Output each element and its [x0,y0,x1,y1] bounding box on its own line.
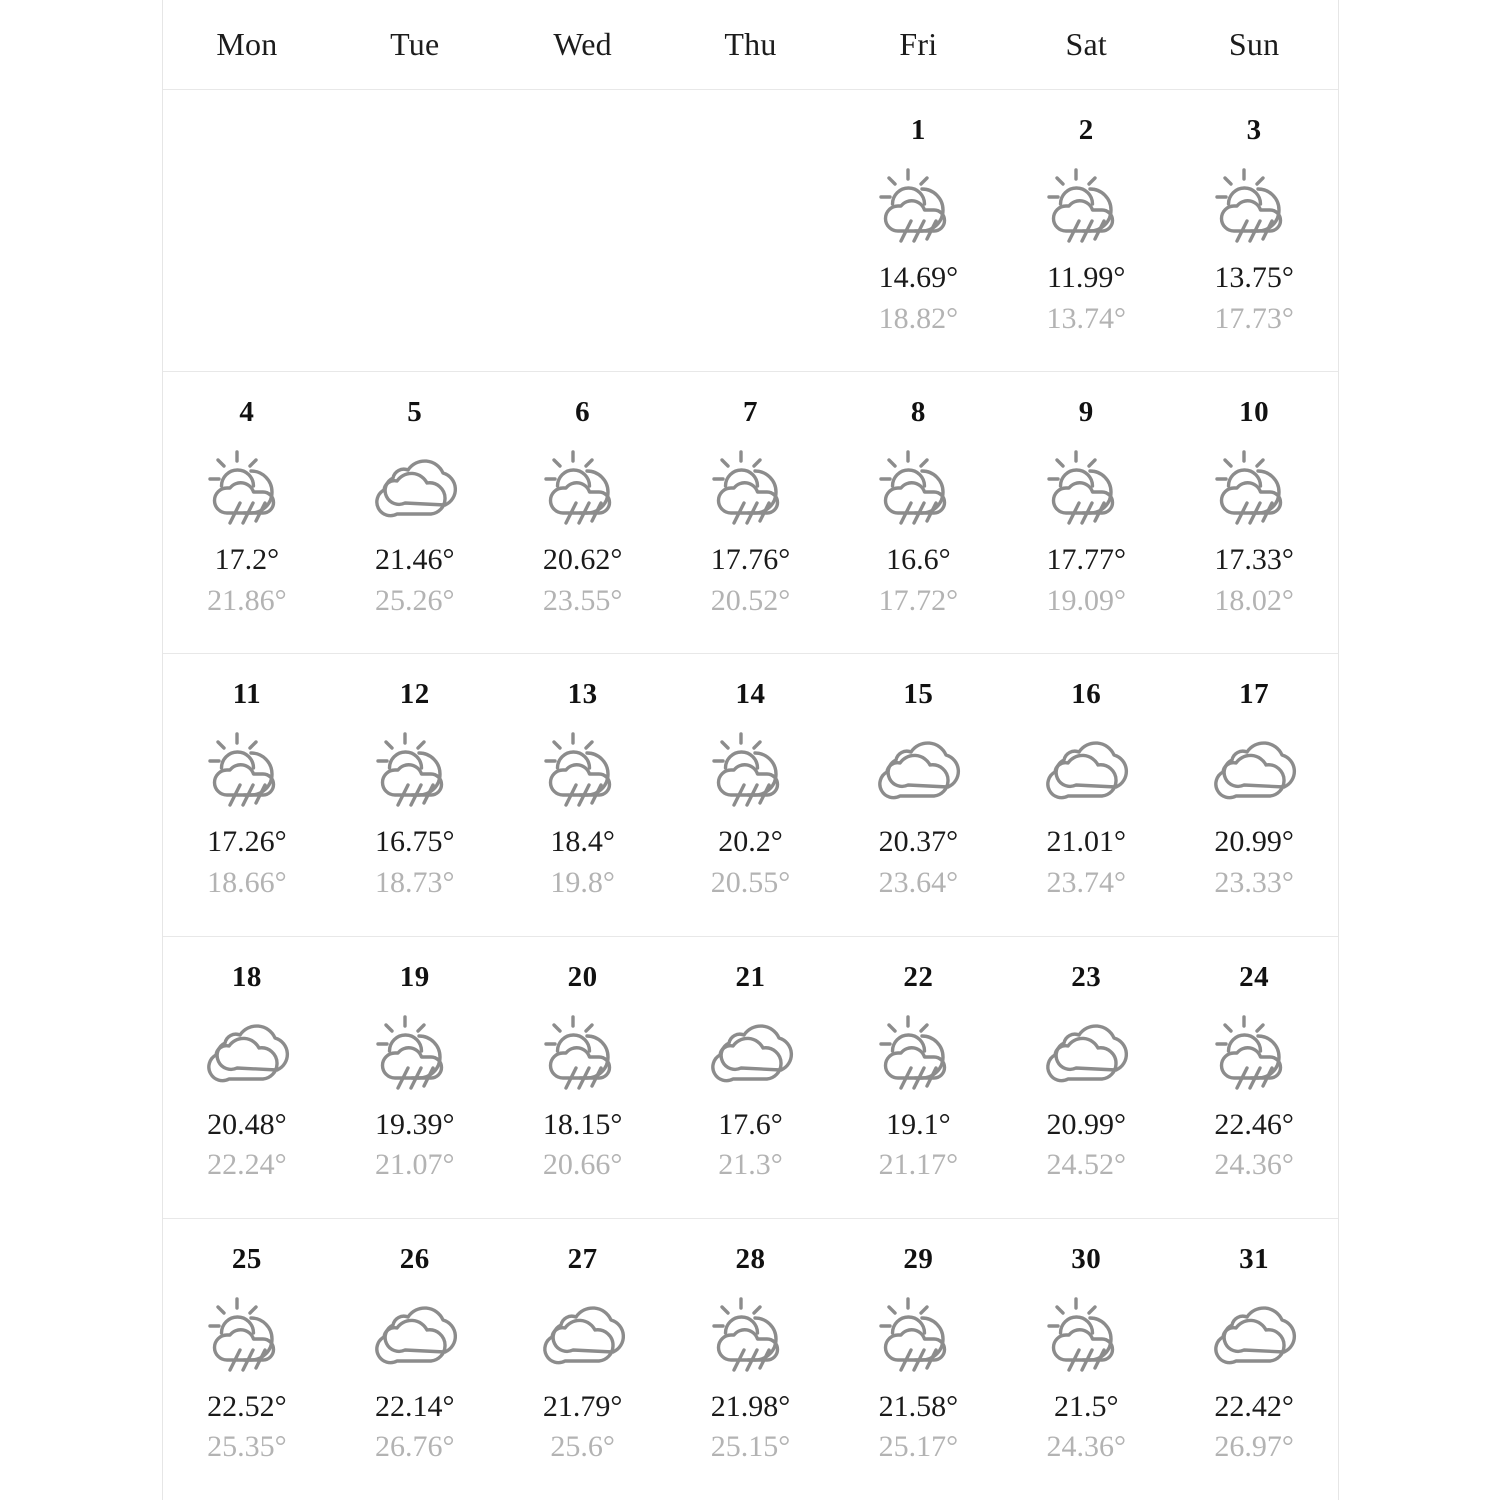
cloudy-icon [531,1292,635,1376]
sun-cloud-rain-icon [531,1010,635,1094]
low-temperature: 17.72° [878,583,959,617]
day-number: 9 [1078,396,1094,429]
calendar-week-row [163,1219,1338,1500]
calendar-week-row [163,372,1338,654]
low-temperature: 20.55° [710,865,791,899]
sun-cloud-rain-icon [195,1292,299,1376]
day-number: 11 [232,678,262,711]
calendar-day-cell[interactable] [331,372,499,653]
day-number: 10 [1239,396,1270,429]
high-temperature: 20.99° [1046,1107,1126,1141]
low-temperature: 21.3° [718,1148,783,1182]
day-number: 26 [399,1242,430,1275]
day-number: 3 [1246,114,1262,146]
cloudy-icon [1034,1010,1138,1094]
low-temperature: 24.36° [1046,1430,1126,1464]
cloudy-icon [1202,1292,1306,1376]
day-number: 6 [575,396,591,429]
sun-cloud-rain-icon [1034,163,1138,247]
day-number: 8 [910,396,926,429]
calendar-day-cell[interactable] [834,90,1002,371]
calendar-day-cell[interactable] [331,1219,499,1500]
calendar-day-cell[interactable] [499,372,667,653]
calendar-day-cell[interactable] [331,654,499,935]
weather-calendar [162,0,1339,1500]
low-temperature: 23.33° [1214,865,1294,899]
cloudy-icon [866,727,970,811]
low-temperature: 21.07° [375,1148,455,1182]
low-temperature: 26.76° [375,1430,455,1464]
day-number: 18 [231,960,262,993]
high-temperature: 17.6° [718,1107,783,1141]
day-number: 30 [1071,1242,1102,1275]
day-number: 7 [743,396,758,429]
low-temperature: 25.26° [375,583,455,617]
calendar-day-cell[interactable] [331,937,499,1218]
sun-cloud-rain-icon [531,727,635,811]
weekday-header-row [163,0,1338,90]
day-number: 28 [735,1242,766,1275]
day-number: 21 [735,960,766,993]
low-temperature: 24.52° [1046,1148,1126,1182]
high-temperature: 16.6° [886,543,951,577]
sun-cloud-rain-icon [363,727,467,811]
calendar-day-cell[interactable] [1170,1219,1338,1500]
cloudy-icon [699,1010,803,1094]
calendar-day-cell[interactable] [163,937,331,1218]
low-temperature: 23.74° [1046,865,1126,899]
calendar-week-row [163,937,1338,1219]
low-temperature: 23.55° [542,583,623,617]
sun-cloud-rain-icon [1202,445,1306,529]
low-temperature: 24.36° [1214,1148,1294,1182]
day-number: 16 [1071,678,1102,711]
calendar-day-cell[interactable] [1002,90,1170,371]
high-temperature: 20.37° [878,825,959,859]
day-number: 22 [903,960,934,993]
high-temperature: 20.62° [542,543,623,577]
high-temperature: 21.01° [1046,825,1126,859]
high-temperature: 19.1° [886,1107,951,1141]
weekday-header-thu: Thu [724,26,777,62]
weekday-header-wed: Wed [553,26,612,62]
calendar-day-cell[interactable] [834,654,1002,935]
day-number: 4 [239,396,255,429]
calendar-day-cell[interactable] [1002,654,1170,935]
low-temperature: 20.52° [710,583,791,617]
low-temperature: 13.74° [1046,301,1126,335]
high-temperature: 14.69° [878,261,959,294]
calendar-day-cell[interactable] [1002,1219,1170,1500]
day-number: 19 [399,960,430,993]
calendar-day-cell[interactable] [163,372,331,653]
high-temperature: 17.33° [1214,543,1294,577]
calendar-day-cell[interactable] [834,937,1002,1218]
high-temperature: 21.58° [878,1389,959,1423]
day-number: 15 [903,678,934,711]
sun-cloud-rain-icon [866,163,970,247]
low-temperature: 25.15° [710,1430,791,1464]
high-temperature: 21.46° [375,543,455,577]
high-temperature: 17.2° [214,543,280,577]
cloudy-icon [195,1010,299,1094]
day-number: 31 [1239,1242,1270,1275]
calendar-day-cell[interactable] [1170,90,1338,371]
calendar-day-cell[interactable] [499,654,667,935]
high-temperature: 20.48° [207,1107,287,1141]
high-temperature: 18.4° [550,825,615,859]
high-temperature: 19.39° [375,1107,455,1141]
low-temperature: 18.02° [1214,583,1294,617]
sun-cloud-rain-icon [699,727,803,811]
high-temperature: 21.98° [710,1389,791,1423]
day-number: 29 [903,1242,934,1275]
high-temperature: 21.79° [542,1389,623,1423]
high-temperature: 17.26° [207,825,287,859]
day-number: 12 [399,678,430,711]
calendar-weeks [163,90,1338,1500]
day-number: 5 [407,396,423,429]
low-temperature: 19.8° [550,865,615,899]
sun-cloud-rain-icon [1202,163,1306,247]
sun-cloud-rain-icon [363,1010,467,1094]
weekday-header-sun: Sun [1228,26,1280,62]
sun-cloud-rain-icon [699,1292,803,1376]
calendar-day-cell[interactable] [163,654,331,935]
low-temperature: 17.73° [1214,301,1294,335]
day-number: 13 [567,678,598,711]
calendar-day-cell[interactable] [499,937,667,1218]
calendar-week-row [163,654,1338,936]
calendar-day-cell[interactable] [834,1219,1002,1500]
sun-cloud-rain-icon [1202,1010,1306,1094]
day-number: 23 [1071,960,1102,993]
calendar-day-cell[interactable] [667,937,835,1218]
cloudy-icon [1034,727,1138,811]
high-temperature: 22.42° [1214,1389,1294,1423]
low-temperature: 25.6° [550,1430,615,1464]
calendar-day-cell[interactable] [1170,937,1338,1218]
high-temperature: 20.2° [718,825,783,859]
low-temperature: 20.66° [542,1148,623,1182]
day-number: 25 [231,1242,262,1275]
calendar-day-cell[interactable] [1002,372,1170,653]
day-number: 24 [1239,960,1270,993]
high-temperature: 22.14° [375,1389,455,1423]
day-number: 1 [910,114,926,146]
day-number: 20 [567,960,598,993]
weekday-header-sat: Sat [1065,26,1107,62]
high-temperature: 21.5° [1053,1389,1119,1423]
weekday-header-tue: Tue [390,26,440,62]
day-number: 14 [735,678,766,711]
low-temperature: 18.82° [878,301,959,335]
low-temperature: 18.73° [375,865,455,899]
high-temperature: 22.52° [207,1389,287,1423]
sun-cloud-rain-icon [866,1292,970,1376]
weekday-header-mon: Mon [216,26,278,62]
low-temperature: 18.66° [207,865,287,899]
calendar-day-cell[interactable] [1002,937,1170,1218]
cloudy-icon [1202,727,1306,811]
sun-cloud-rain-icon [531,445,635,529]
low-temperature: 25.17° [878,1430,959,1464]
calendar-day-cell[interactable] [834,372,1002,653]
day-number: 2 [1078,114,1094,146]
low-temperature: 23.64° [878,865,959,899]
low-temperature: 25.35° [207,1430,287,1464]
sun-cloud-rain-icon [195,445,299,529]
high-temperature: 18.15° [542,1107,623,1141]
cloudy-icon [363,1292,467,1376]
cloudy-icon [363,445,467,529]
high-temperature: 11.99° [1047,261,1126,294]
low-temperature: 22.24° [207,1148,287,1182]
weekday-header-fri: Fri [899,26,938,62]
high-temperature: 22.46° [1214,1107,1294,1141]
calendar-day-cell[interactable] [667,654,835,935]
high-temperature: 13.75° [1214,261,1294,294]
calendar-week-row [163,90,1338,372]
low-temperature: 26.97° [1214,1430,1294,1464]
sun-cloud-rain-icon [866,1010,970,1094]
low-temperature: 21.86° [207,583,287,617]
calendar-day-cell[interactable] [1170,654,1338,935]
calendar-day-cell[interactable] [499,1219,667,1500]
low-temperature: 19.09° [1046,583,1126,617]
sun-cloud-rain-icon [699,445,803,529]
high-temperature: 16.75° [375,825,455,859]
calendar-day-cell[interactable] [667,372,835,653]
sun-cloud-rain-icon [195,727,299,811]
sun-cloud-rain-icon [1034,445,1138,529]
sun-cloud-rain-icon [866,445,970,529]
high-temperature: 20.99° [1214,825,1294,859]
day-number: 17 [1239,678,1270,711]
low-temperature: 21.17° [878,1148,959,1182]
calendar-day-cell[interactable] [1170,372,1338,653]
high-temperature: 17.77° [1046,543,1126,577]
day-number: 27 [567,1242,598,1275]
calendar-day-cell[interactable] [667,1219,835,1500]
sun-cloud-rain-icon [1034,1292,1138,1376]
high-temperature: 17.76° [710,543,791,577]
calendar-day-cell[interactable] [163,1219,331,1500]
